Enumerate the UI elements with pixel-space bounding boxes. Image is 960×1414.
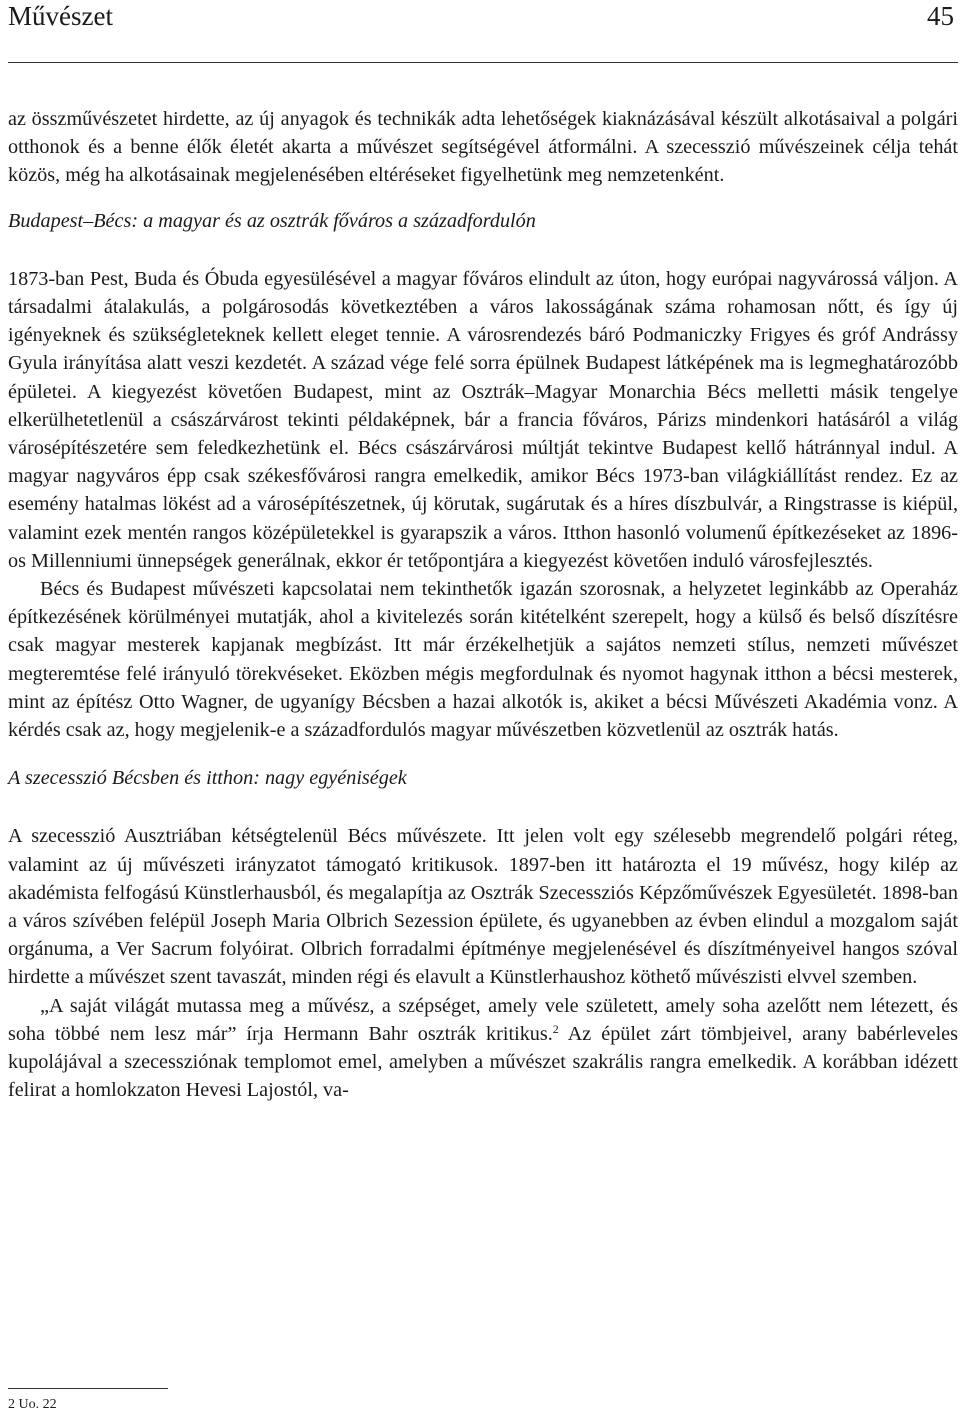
paragraph-5 xyxy=(8,992,958,1105)
footnote-rule xyxy=(8,1388,168,1389)
footnote: 2 Uo. 22 xyxy=(8,1397,57,1412)
section-heading-szecesszio: A szecesszió Bécsben és itthon: nagy egyéniségek xyxy=(8,767,407,790)
paragraph-1: az összművészetet hirdette, az új anyagok és technikák adta lehetőségek kiaknázásával készült alkotásaival a polgári otthonok és a benne élők életét akarta a művészet segítségével átformálni. A szecesszió művészeinek célja tehát közös, még ha alkotásainak megjelenésében eltéréseket figyelhetünk meg nemzetenként. xyxy=(8,108,958,187)
paragraph-2: 1873-ban Pest, Buda és Óbuda egyesülésével a magyar főváros elindult az úton, hogy európai nagyvárossá váljon. A társadalmi átalakulás, a polgárosodás következtében a város lakosságának száma rohamosan nőtt, és így új igényeknek és szükségleteknek kellett eleget tennie. A városrendezés báró Podmaniczky Frigyes és gróf Andrássy Gyula irányítása alatt veszi kezdetét. A század vége felé sorra épülnek Budapest látképének ma is legmeghatározóbb épületei. A kiegyezést követően Budapest, mint az Osztrák–Magyar Monarchia Bécs melletti másik tengelye elkerülhetetlenül a császárvárost tekinti példaképnek, bár a francia főváros, Párizs mindenkori hatásáról a világ városépítészetére sem feledkezhetünk el. Bécs császárvárosi múltját tekintve Budapest kellő hátránnyal indul. A magyar nagyváros épp csak székesfővárosi rangra emelkedik, amikor Bécs 1973-ban világkiállítást rendez. Ez az esemény hatalmas lökést ad a városépítészetnek, új körutak, sugárutak és a híres díszbulvár, a Ringstrasse is kiépül, valamint ezek mentén rangos középületekkel is gyarapszik a város. Itthon hasonló volumenű építkezéseket az 1896-os Millenniumi ünnepségek generálnak, ekkor ér tetőpontjára a kiegyezést követően induló városfejlesztés. xyxy=(8,267,958,572)
page-number: 45 xyxy=(927,1,954,31)
page-header xyxy=(8,0,956,40)
paragraph-5-continuation: Az épület zárt tömbjeivel, arany babérleveles kupolájával a szecessziónak templomot emel, amelyben a művészet szakrális rangra emelkedik. A korábban idézett felirat a homlokzaton Hevesi Lajostól, va- xyxy=(8,1022,958,1102)
main-content xyxy=(8,105,958,1105)
header-rule xyxy=(8,62,958,63)
footnote-reference[interactable]: 2 xyxy=(552,1021,559,1036)
bahr-quote: „A saját világát mutassa meg a művész, a szépséget, amely vele született, amely soha azelőtt nem létezett, és soha többé nem lesz már” írja Hermann Bahr osztrák kritikus. xyxy=(8,994,958,1045)
paragraph-3: Bécs és Budapest művészeti kapcsolatai nem tekinthetők igazán szorosnak, a helyzetet leginkább az Operaház építkezésének körülményei mutatják, ahol a kivitelezés során kitételként szerepelt, hogy a külső és belső díszítésre csak magyar mesterek kapjanak megbízást. Itt már érzékelhetjük a sajátos nemzeti stílus, nemzeti művészet megteremtése felé irányuló törekvéseket. Eközben mégis megfordulnak és nyomot hagynak itthon a bécsi mesterek, mint az építész Otto Wagner, de ugyanígy Bécsben a hazai alkotók is, akiket a bécsi Művészeti Akadémia vonz. A kérdés csak az, hogy megjelenik-e a századfordulós magyar művészetben közvetlenül az osztrák hatás. xyxy=(8,578,958,742)
paragraph-4: A szecesszió Ausztriában kétségtelenül Bécs művészete. Itt jelen volt egy szélesebb megrendelő polgári réteg, valamint az új művészeti irányzatot támogató kritikusok. 1897-ben itt határozta el 19 művész, hogy kilép az akadémista felfogású Künstlerhausból, és megalapítja az Osztrák Szecessziós Képzőművészek Egyesületét. 1898-ban a város szívében felépül Joseph Maria Olbrich Sezession épülete, és ugyanebben az évben elindul a mozgalom saját orgánuma, a Ver Sacrum folyóirat. Olbrich forradalmi építménye megjelenésével és díszítményeivel hangos szóval hirdette a művészet szent tavaszát, minden régi és elavult a Künstlerhaushoz köthető művészisti elvvel szemben. xyxy=(8,825,958,989)
section-heading-budapest-becs: Budapest–Bécs: a magyar és az osztrák főváros a századfordulón xyxy=(8,209,536,232)
running-title: Művészet xyxy=(8,1,113,31)
